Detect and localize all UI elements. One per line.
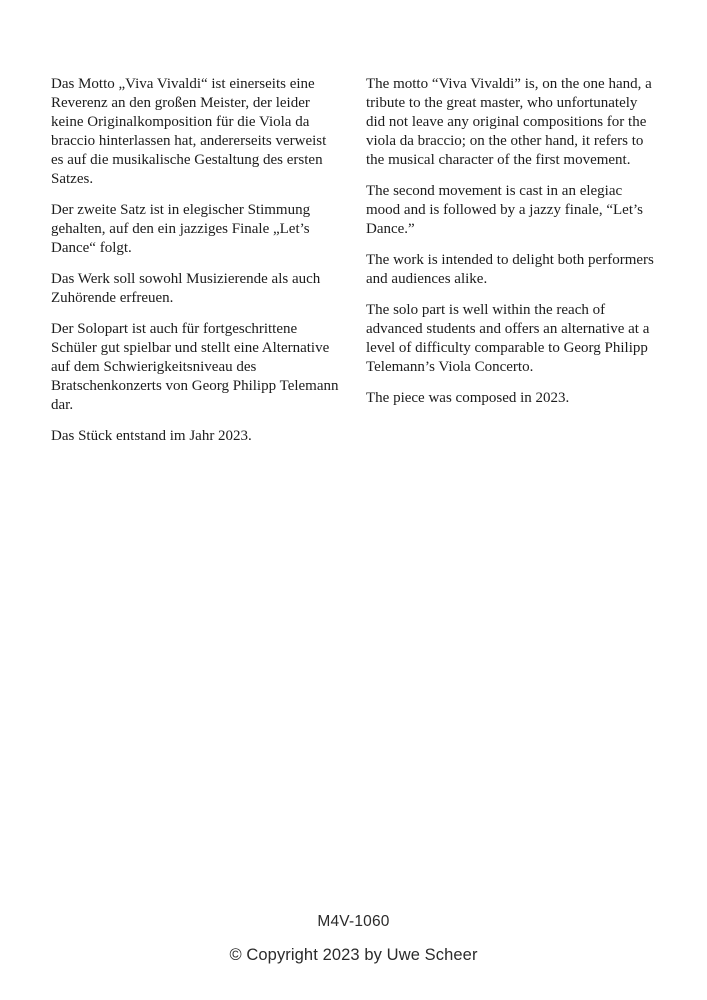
paragraph: The solo part is well within the reach of advanced students and offers an alternative at a level of difficulty comparable to Georg Philipp Telemann’s Viola Concerto. xyxy=(366,302,650,375)
paragraph: Das Stück entstand im Jahr 2023. xyxy=(51,428,252,444)
paragraph: Der Solopart ist auch für fortgeschrittene Schüler gut spielbar und stellt eine Alternative auf dem Schwierigkeitsniveau des Bratschenkonzerts von Georg Philipp Telemann dar. xyxy=(51,321,339,413)
copyright-notice: © Copyright 2023 by Uwe Scheer xyxy=(229,946,478,964)
paragraph: The piece was composed in 2023. xyxy=(366,390,570,406)
program-notes-columns xyxy=(51,75,656,458)
paragraph: Das Werk soll sowohl Musizierende als auch Zuhörende erfreuen. xyxy=(51,271,321,306)
paragraph: Der zweite Satz ist in elegischer Stimmung gehalten, auf den ein jazziges Finale „Let’s Dance“ folgt. xyxy=(51,202,311,256)
catalog-number: M4V-1060 xyxy=(317,913,390,930)
column-german-text xyxy=(51,75,341,458)
paragraph: The work is intended to delight both performers and audiences alike. xyxy=(366,252,654,287)
paragraph: Das Motto „Viva Vivaldi“ ist einerseits eine Reverenz an den großen Meister, der leider keine Originalkomposition für die Viola da braccio hinterlassen hat, andererseits verweist es auf die musikalische Gestaltung des ersten Satzes. xyxy=(51,76,327,187)
paragraph: The motto “Viva Vivaldi” is, on the one hand, a tribute to the great master, who unfortunately did not leave any original compositions for the viola da braccio; on the other hand, it refers to the musical character of the first movement. xyxy=(366,76,652,168)
paragraph: The second movement is cast in an elegiac mood and is followed by a jazzy finale, “Let’s Dance.” xyxy=(366,183,643,237)
column-english-text xyxy=(366,75,656,458)
